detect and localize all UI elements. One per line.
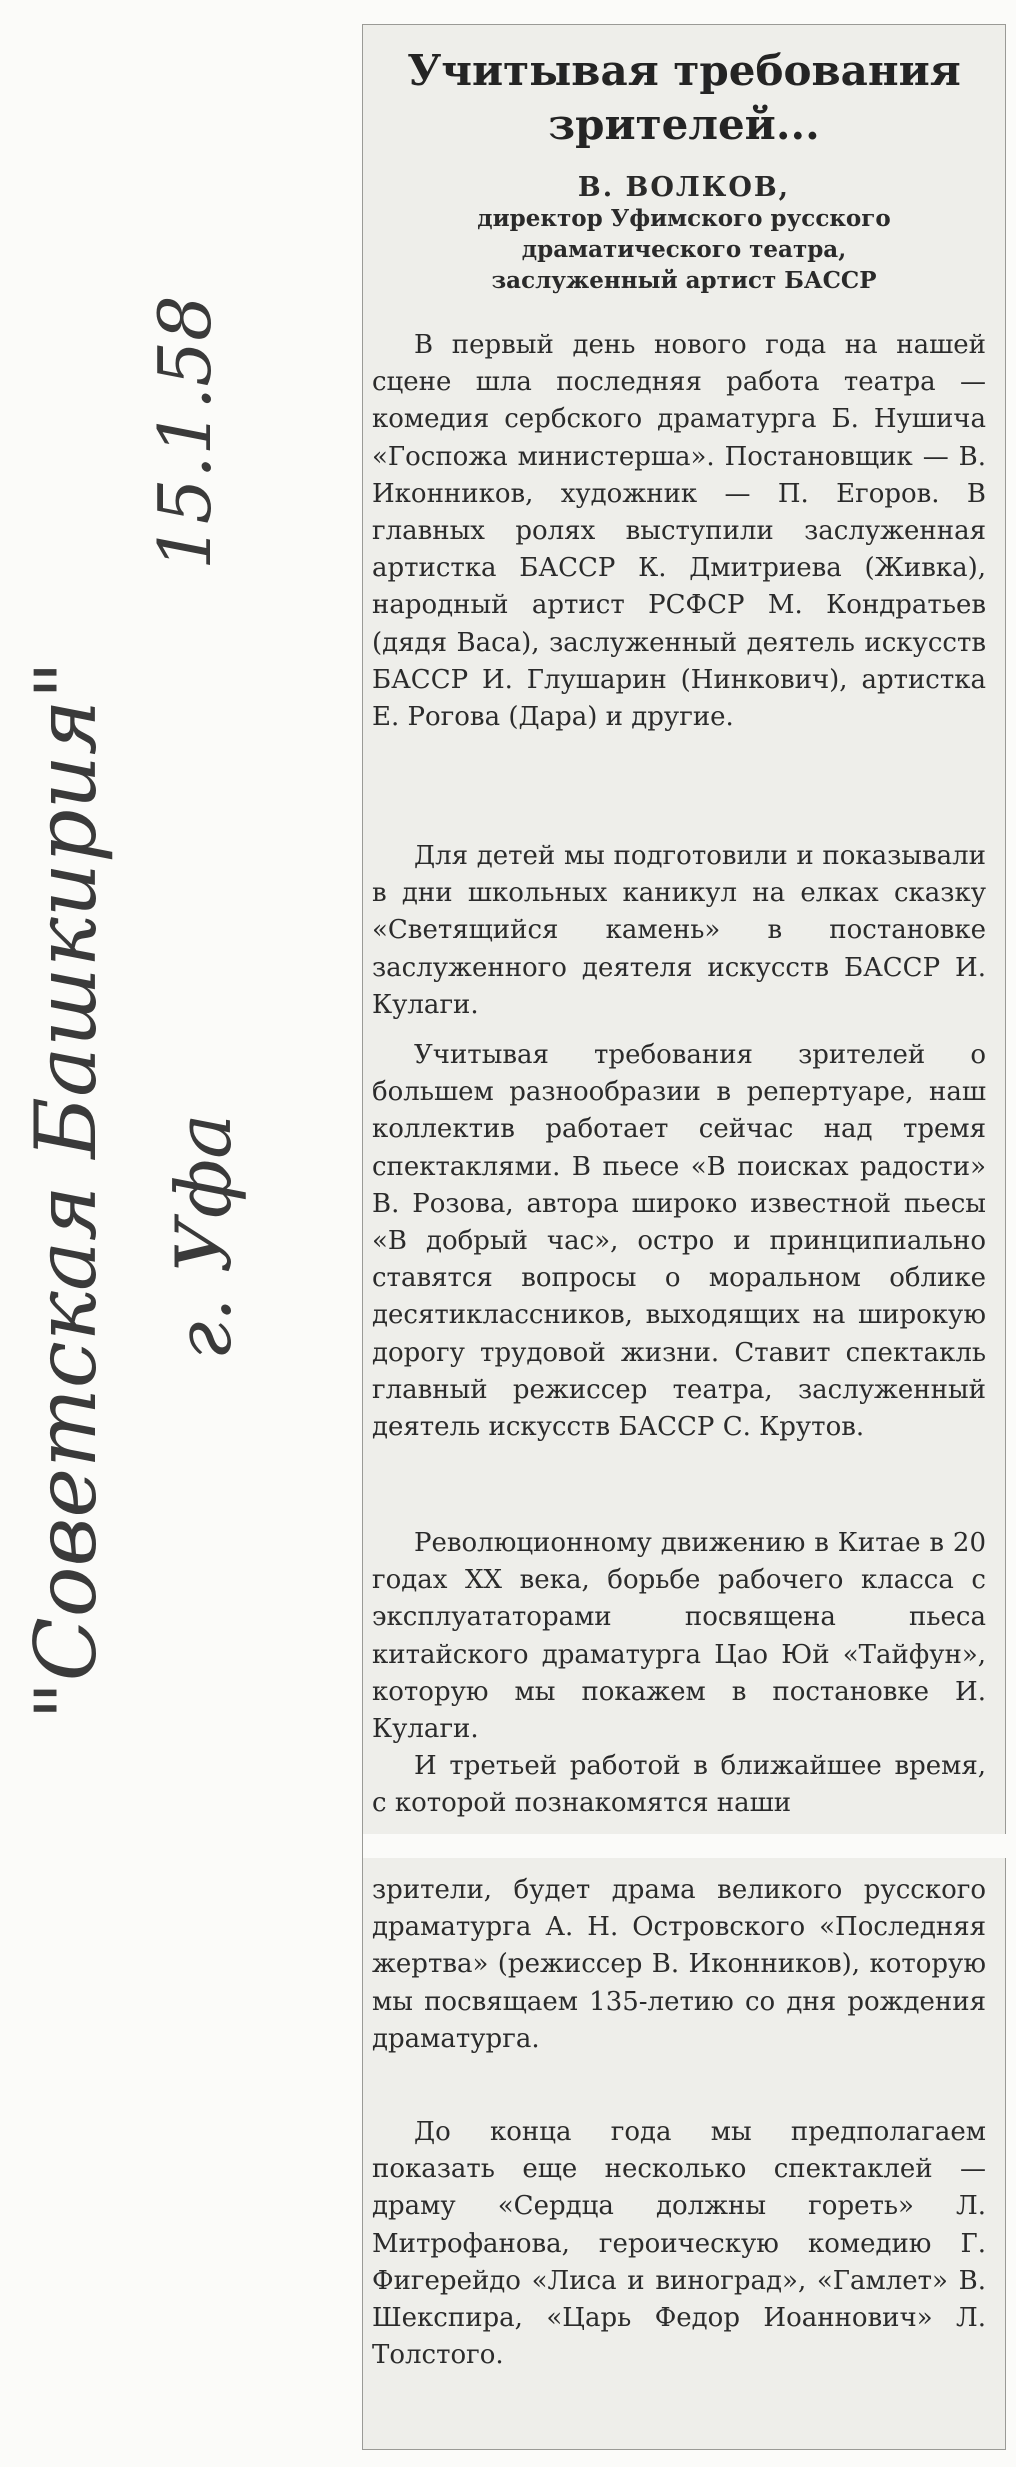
article-byline [372,172,996,296]
article-paragraph: Для детей мы подготовили и показывали в дни школьных каникул на елках сказку «Светящийся камень» в постановке заслуженного деятеля искусств БАССР И. Кулаги. [372,841,986,1020]
handwritten-city: г. Уфа [159,1113,248,1360]
headline-line-1: Учитывая требования [407,46,961,95]
author-title-line-3: заслуженный артист БАССР [491,267,877,294]
article-paragraph: Учитывая требования зрителей о большем разнообразии в репертуаре, наш коллектив работает сейчас над тремя спектаклями. В пьесе «В поисках радости» В. Розова, автора широко известной пьесы «В добрый час», остро и принципиально ставятся вопросы о моральном облике десятиклассников, выходящих на широкую дорогу трудовой жизни. Ставит спектакль главный режиссер театра, заслуженный деятель искусств БАССР С. Крутов. [372,1040,986,1443]
article-paragraph: Революционному движению в Китае в 20 годах XX века, борьбе рабочего класса с эксплуататорами посвящена пьеса китайского драматурга Цао Юй «Тайфун», которую мы покажем в постановке И. Кулаги. [372,1528,986,1745]
clipping-join [362,1834,1006,1858]
article-paragraph: В первый день нового года на нашей сцене шла последняя работа театра — комедия сербского драматурга Б. Нушича «Госпожа министерша». Постановщик — В. Иконников, художник — П. Егоров. В главных ролях выступили заслуженная артистка БАССР К. Дмитриева (Живка), народный артист РСФСР М. Кондратьев (дядя Васа), заслуженный деятель искусств БАССР И. Глушарин (Нинкович), артистка Е. Рогова (Дара) и другие. [372,330,986,733]
author-name: В. ВОЛКОВ, [577,172,791,203]
handwritten-annotation [0,0,360,2467]
handwritten-newspaper-name: "Советская Башкирия" [17,660,115,1720]
article-paragraph: И третьей работой в ближайшее время, с которой познакомятся наши [372,1751,986,1819]
author-title-line-1: директор Уфимского русского [477,205,891,232]
article-paragraph: До конца года мы предполагаем показать еще несколько спектаклей — драму «Сердца должны гореть» Л. Митрофанова, героическую комедию Г. Фигерейдо «Лиса и виноград», «Гамлет» В. Шекспира, «Царь Федор Иоаннович» Л. Толстого. [372,2117,986,2371]
author-title-line-2: драматического театра, [521,236,847,263]
article-headline [372,44,996,152]
article-paragraph-continued: зрители, будет драма великого русского драматурга А. Н. Островского «Последняя жертва» (режиссер В. Иконников), которую мы посвящаем 135-летию со дня рождения драматурга. [372,1875,986,2054]
handwritten-date: 15.1.58 [143,295,227,570]
headline-line-2: зрителей... [548,100,820,149]
